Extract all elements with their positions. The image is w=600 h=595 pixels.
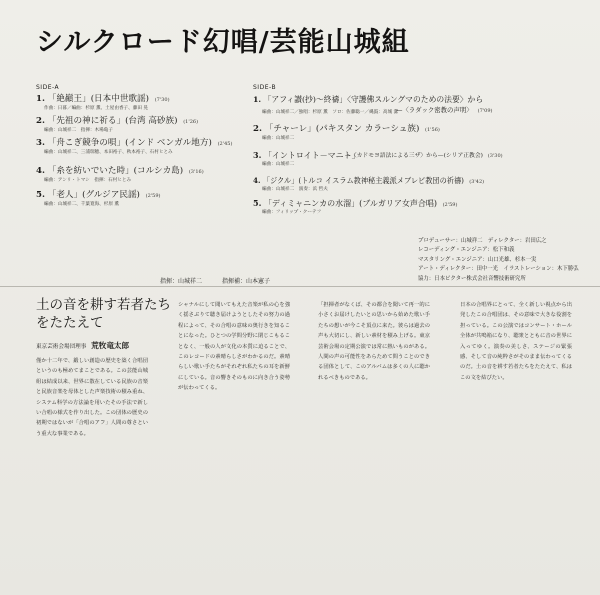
track-title: 「老人」(グルジア民謡): [47, 190, 140, 200]
conductor-credits: [160, 276, 288, 285]
author-name: 荒牧竜太郎: [91, 341, 130, 350]
track-title: 「ディミャニンカの水溜」(ブルガリア女声合唱): [263, 199, 438, 208]
track-number: 3.: [253, 150, 262, 160]
track-credit: 編曲：アンリ・トマシ 指揮：石村ヒとみ: [44, 178, 132, 183]
side-a-track: [36, 94, 170, 106]
production-credits: [418, 237, 579, 284]
track-title: 「チャーレ」(パキスタン カラーシュ族): [264, 124, 420, 134]
essay-title: [36, 296, 171, 332]
track-number: 5.: [36, 190, 45, 200]
track-credit: 作曲：日暮／編曲：杉原 薫、土屋由香子、藤田 晃: [44, 106, 148, 111]
track-number: 5.: [253, 198, 262, 208]
track-number: 2.: [253, 124, 262, 134]
track-duration: (3'30): [487, 153, 503, 159]
essay-author: [36, 340, 129, 351]
track-credit: 編曲：山城祥二、千葉寛海、杉原 薫: [44, 202, 119, 207]
side-a-track: [36, 166, 204, 178]
track-title: 「糸を紡いでいた時」(コルシカ島): [47, 166, 184, 176]
track-number: 1.: [253, 95, 262, 104]
essay-column: シャナルにして聞いてもえた音楽が私の心を強く揺さぶりて聴き届けようとしたその努力の過程によって、その合唱の意味の奥行きを知ることになった。ひとつの学問分野に閉じこもることなく、一般の人が文化の本質に迫ることで、このレコードの素晴らしさがわかるのだ。素晴らしい歌い手たちがそれぞれ私たちの耳を新鮮にしている。音の響きそのものに向き合う姿勢が伝わってくる。: [178, 302, 290, 392]
cooperation-line: 協力：日本ビクター株式会社音響技術研究所: [418, 275, 526, 282]
track-number: 3.: [36, 138, 45, 148]
essay-title-line: をたたえて: [36, 315, 104, 331]
track-title: 「アフィ讃(抄)〜終禱」〈守護佛スルングマのための法要〉から: [263, 95, 484, 104]
track-duration: (3'16): [188, 169, 204, 175]
track-number: 2.: [36, 116, 45, 126]
assistant-conductor: 指揮補：山本憲子: [221, 278, 270, 285]
track-number: 1.: [36, 94, 45, 104]
essay-column: 「担揮者がなくば、その都合を聞いて再一的に小さくお届けしたいとの思いから始めた歌い手たちの想いが今こそ頂点に来た。彼らは過去の声も大切にし、新しい素材を積み上げる。東京芸術会場の定期公演では常に熱いものがある。人間の声の可能性をあらためて問うことのできる団体として、このアルバムは多くの人に聴かれるべきものである。: [318, 302, 430, 381]
side-a-track: [36, 190, 160, 202]
track-title: 「ジクル」(トルコ イスラム教神秘主義派メブレビ教団の祈禱): [262, 176, 464, 185]
track-credit: 編曲：山城祥二／独唱：杉原 薫 ソロ：佐藤聡一／縄鼓：高城 潔: [262, 110, 399, 115]
track-duration: (2'59): [442, 202, 458, 208]
side-a-track: [36, 138, 232, 150]
art-director-line: アート・ディレクター：田中一光 イラストレーション：木下勝弘: [418, 266, 579, 273]
track-duration: (1'56): [425, 127, 440, 133]
track-subtitle: —〈ラダック密教の声明〉: [396, 106, 473, 114]
track-title: 「舟こぎ競争の唄」(インド ベンガル地方): [47, 138, 212, 148]
essay-column: 日本の合唱界にとって、全く新しい視点から出発したこの合唱団は、その意味で大きな役割を担っている。この公演ではコンサート・ホール全体が共鳴箱になり、聴衆とともに音の世界に入ってゆく。演奏の美しさ、ステージの緊張感、そして音の純粋さがそのまま伝わってくるのだ。土の音を耕す若者たちをたたえて、私はこの文を結びたい。: [460, 302, 572, 381]
section-divider: [0, 286, 600, 287]
side-b-track-extra: [345, 151, 503, 162]
side-a-label: SIDE-A: [36, 84, 60, 91]
side-b-label: SIDE-B: [253, 84, 277, 91]
track-credit: 編曲：フィリップ・クーテフ: [262, 210, 322, 215]
track-credit: 編曲：山城祥二、三浦瑞穂、本田裕子、秋本裕子、石村ヒとみ: [44, 150, 173, 155]
conductor: 指揮：山城祥二: [160, 278, 203, 285]
track-number: 4.: [36, 166, 45, 176]
album-title: シルクロード幻唱/芸能山城組: [36, 27, 410, 58]
producer-line: プロデューサー：山城祥二 ディレクター：岩田広之: [418, 238, 547, 244]
track-duration: (3'42): [469, 179, 485, 185]
essay-title-line: 土の音を耕す若者たち: [36, 297, 171, 313]
track-title: 「絶巓王」(日本中世歌謡): [47, 94, 149, 104]
essay-column: 僅か十二年で、鍛しい創造の歴史を築く合唱団というのも極めてまことである。この芸能山城組は結成以来、世界に散在している民族の音楽と民族音楽を母体とした声楽技術の積み重ね、システム科学の方法論を用いたその手法で新しい合唱の様式を作り出した。この団体の歴史の初期ではないが「合唱のアフ」人間の尊さという重大な事業である。: [36, 358, 148, 437]
track-title: 「先祖の神に祈る」(台湾 高砂族): [47, 116, 178, 126]
track-duration: (1'26): [183, 119, 199, 125]
side-a-track: [36, 116, 198, 128]
side-b-track: [253, 150, 360, 161]
track-duration: (2'59): [145, 193, 161, 199]
side-b-track-extra: [396, 105, 493, 117]
author-role: 東京芸術会場団理事: [36, 344, 87, 350]
track-credit: 編曲：山城祥二: [262, 162, 295, 167]
track-credit: 編曲：山城祥二 演奏：浜 哲夫: [262, 187, 328, 192]
track-credit: 編曲：山城祥二: [262, 136, 295, 141]
track-duration: (7'09): [477, 108, 493, 114]
track-duration: (2'45): [217, 141, 233, 147]
track-number: 4.: [253, 176, 261, 185]
mastering-engineer-line: マスタリング・エンジニア：山口光雄、杉本一実: [418, 256, 537, 263]
track-subtitle: —〈カドモヨ語法による三ザ〉から—(シリア正教会): [345, 153, 483, 159]
track-duration: (7'30): [154, 97, 170, 103]
side-b-track: [253, 124, 440, 136]
recording-engineer-line: レコーディング・エンジニア：松下和義: [418, 247, 515, 254]
side-b-track: [253, 94, 483, 105]
track-title: 「イントロイト－マニト」: [263, 151, 360, 160]
track-credit: 編曲：山城祥二 指揮：木場亀子: [44, 128, 113, 133]
